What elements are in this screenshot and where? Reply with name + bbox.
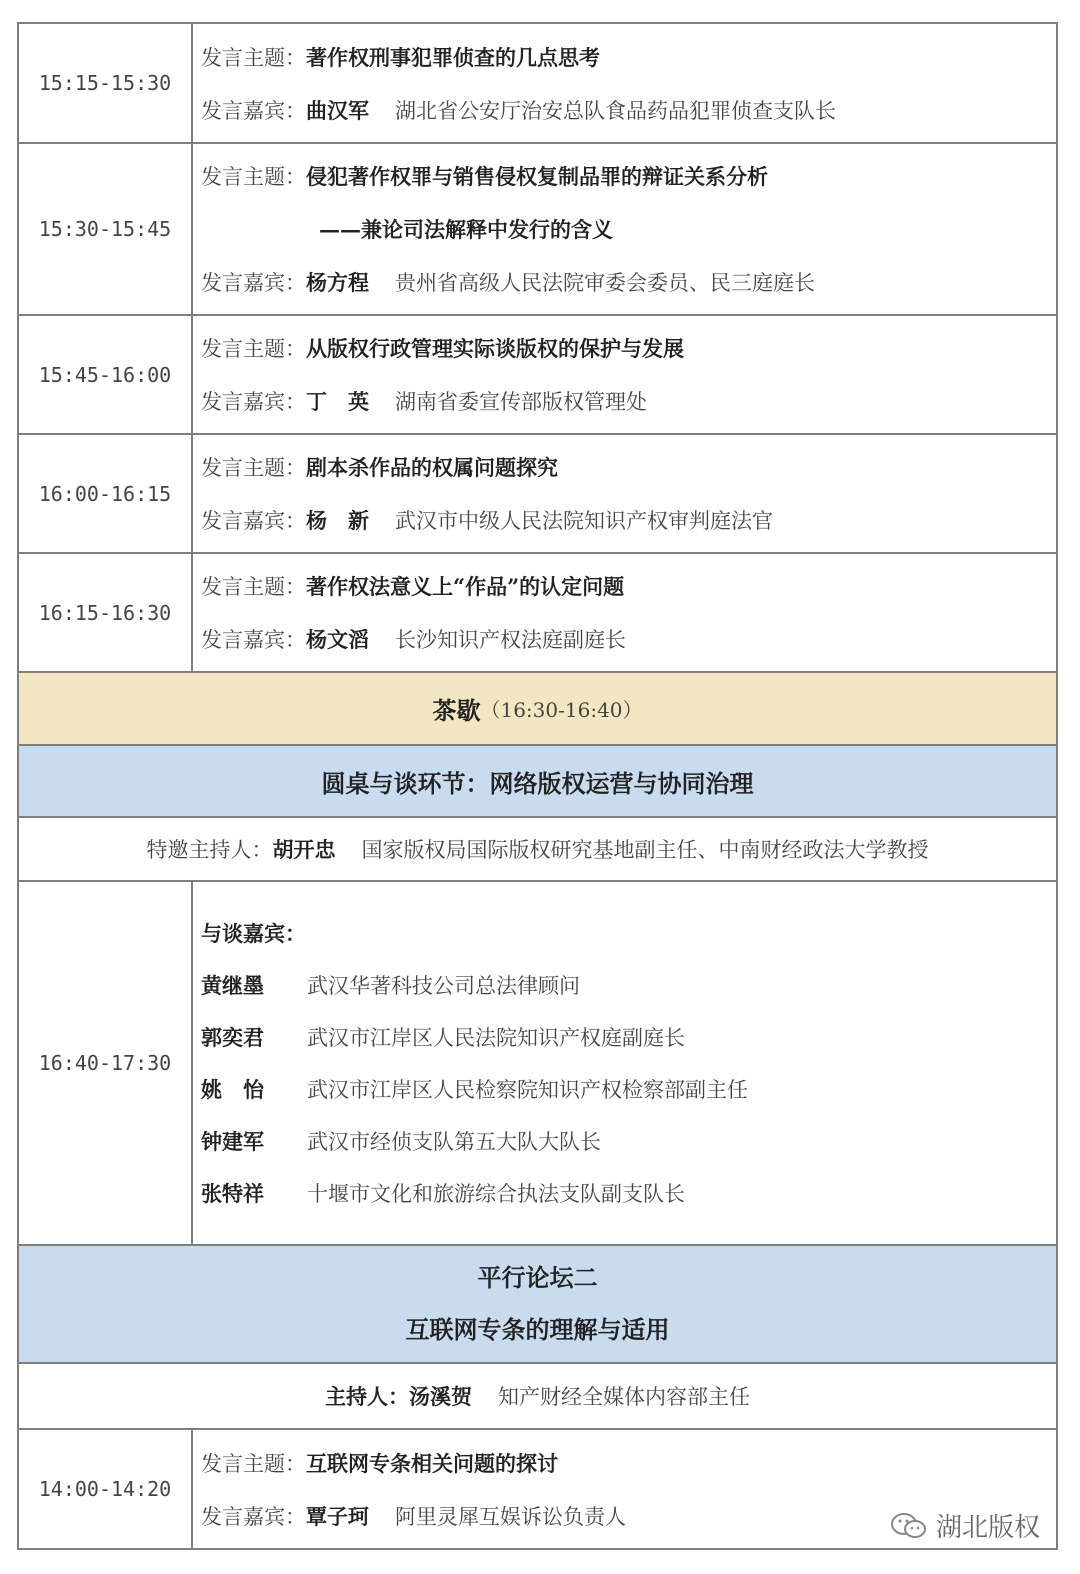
tea-break-time: （16:30-16:40） xyxy=(480,698,643,722)
speaker-name: 覃子珂 xyxy=(306,1503,369,1529)
wechat-icon xyxy=(890,1512,928,1540)
list-item xyxy=(201,1167,1056,1219)
speaker-name: 杨方程 xyxy=(306,270,369,295)
agenda-row xyxy=(19,882,1056,1246)
topic-label: 发言主题： xyxy=(201,1451,306,1476)
guests-label: 与谈嘉宾： xyxy=(201,921,306,946)
host-name: 胡开忠 xyxy=(272,837,336,862)
speaker-org: 武汉市中级人民法院知识产权审判庭法官 xyxy=(395,509,773,533)
topic-title: 侵犯著作权罪与销售侵权复制品罪的辩证关系分析 xyxy=(306,164,768,189)
host-label: 特邀主持人： xyxy=(146,838,273,862)
guest-org: 武汉市江岸区人民法院知识产权庭副庭长 xyxy=(307,1026,685,1050)
talk-content xyxy=(193,435,1056,552)
host-row xyxy=(19,1364,1056,1430)
list-item xyxy=(201,1115,1056,1167)
time-slot: 14:00-14:20 xyxy=(19,1430,193,1548)
agenda-row xyxy=(19,144,1056,316)
speaker-name: 杨文滔 xyxy=(306,627,369,652)
talk-content xyxy=(193,316,1056,433)
roundtable-header xyxy=(19,746,1056,818)
speaker-label: 发言嘉宾： xyxy=(201,271,306,295)
topic-subtitle: ——兼论司法解释中发行的含义 xyxy=(319,217,613,242)
topic-label: 发言主题： xyxy=(201,337,306,361)
topic-label: 发言主题： xyxy=(201,456,306,480)
watermark xyxy=(890,1507,1040,1544)
speaker-org: 阿里灵犀互娱诉讼负责人 xyxy=(395,1504,626,1529)
time-slot: 15:15-15:30 xyxy=(19,24,193,142)
speaker-label: 发言嘉宾： xyxy=(201,1504,306,1529)
speaker-org: 长沙知识产权法庭副庭长 xyxy=(395,628,626,652)
host-row xyxy=(19,818,1056,882)
tea-break-label: 茶歇 xyxy=(432,696,481,725)
list-item xyxy=(201,1011,1056,1063)
guest-name: 姚 怡 xyxy=(201,1077,264,1102)
speaker-name: 丁 英 xyxy=(306,389,369,414)
time-slot: 15:45-16:00 xyxy=(19,316,193,433)
forum-header xyxy=(19,1246,1056,1364)
speaker-org: 贵州省高级人民法院审委会委员、民三庭庭长 xyxy=(395,271,815,295)
forum-subtitle: 互联网专条的理解与适用 xyxy=(405,1315,670,1344)
list-item xyxy=(201,959,1056,1011)
guest-name: 郭奕君 xyxy=(201,1025,264,1050)
agenda-row xyxy=(19,24,1056,144)
talk-content xyxy=(193,24,1056,142)
speaker-org: 湖南省委宣传部版权管理处 xyxy=(395,390,647,414)
tea-break-row xyxy=(19,673,1056,746)
speaker-org: 湖北省公安厅治安总队食品药品犯罪侦查支队长 xyxy=(395,98,836,123)
guest-list xyxy=(193,882,1056,1244)
topic-title: 互联网专条相关问题的探讨 xyxy=(306,1450,558,1476)
time-slot: 16:00-16:15 xyxy=(19,435,193,552)
host-label: 主持人： xyxy=(325,1384,409,1409)
time-slot: 15:30-15:45 xyxy=(19,144,193,314)
speaker-label: 发言嘉宾： xyxy=(201,390,306,414)
speaker-label: 发言嘉宾： xyxy=(201,509,306,533)
host-org: 知产财经全媒体内容部主任 xyxy=(498,1385,750,1409)
list-item xyxy=(201,1063,1056,1115)
topic-label: 发言主题： xyxy=(201,45,306,70)
topic-title: 著作权法意义上“作品”的认定问题 xyxy=(306,574,625,599)
speaker-name: 杨 新 xyxy=(306,508,369,533)
topic-label: 发言主题： xyxy=(201,575,306,599)
time-slot: 16:15-16:30 xyxy=(19,554,193,671)
speaker-name: 曲汉军 xyxy=(306,97,369,123)
agenda-row xyxy=(19,435,1056,554)
topic-title: 从版权行政管理实际谈版权的保护与发展 xyxy=(306,336,684,361)
agenda-row xyxy=(19,554,1056,673)
agenda-row xyxy=(19,316,1056,435)
topic-label: 发言主题： xyxy=(201,165,306,189)
guest-org: 武汉市经侦支队第五大队大队长 xyxy=(307,1130,601,1154)
talk-content xyxy=(193,144,1056,314)
watermark-text: 湖北版权 xyxy=(935,1513,1040,1543)
time-slot: 16:40-17:30 xyxy=(19,882,193,1244)
section-title: 圆桌与谈环节：网络版权运营与协同治理 xyxy=(321,768,754,798)
guest-name: 张特祥 xyxy=(201,1181,264,1206)
host-org: 国家版权局国际版权研究基地副主任、中南财经政法大学教授 xyxy=(361,838,929,862)
guest-name: 钟建军 xyxy=(201,1129,264,1154)
guest-name: 黄继墨 xyxy=(201,973,264,998)
forum-title: 平行论坛二 xyxy=(477,1263,598,1292)
topic-title: 剧本杀作品的权属问题探究 xyxy=(306,455,558,480)
speaker-label: 发言嘉宾： xyxy=(201,98,306,123)
guest-org: 十堰市文化和旅游综合执法支队副支队长 xyxy=(307,1182,685,1206)
guest-org: 武汉市江岸区人民检察院知识产权检察部副主任 xyxy=(307,1078,748,1102)
host-name: 汤溪贺 xyxy=(409,1384,472,1409)
speaker-label: 发言嘉宾： xyxy=(201,628,306,652)
guest-org: 武汉华著科技公司总法律顾问 xyxy=(307,974,580,998)
talk-content xyxy=(193,554,1056,671)
topic-title: 著作权刑事犯罪侦查的几点思考 xyxy=(306,44,600,70)
agenda-table xyxy=(17,22,1058,1550)
